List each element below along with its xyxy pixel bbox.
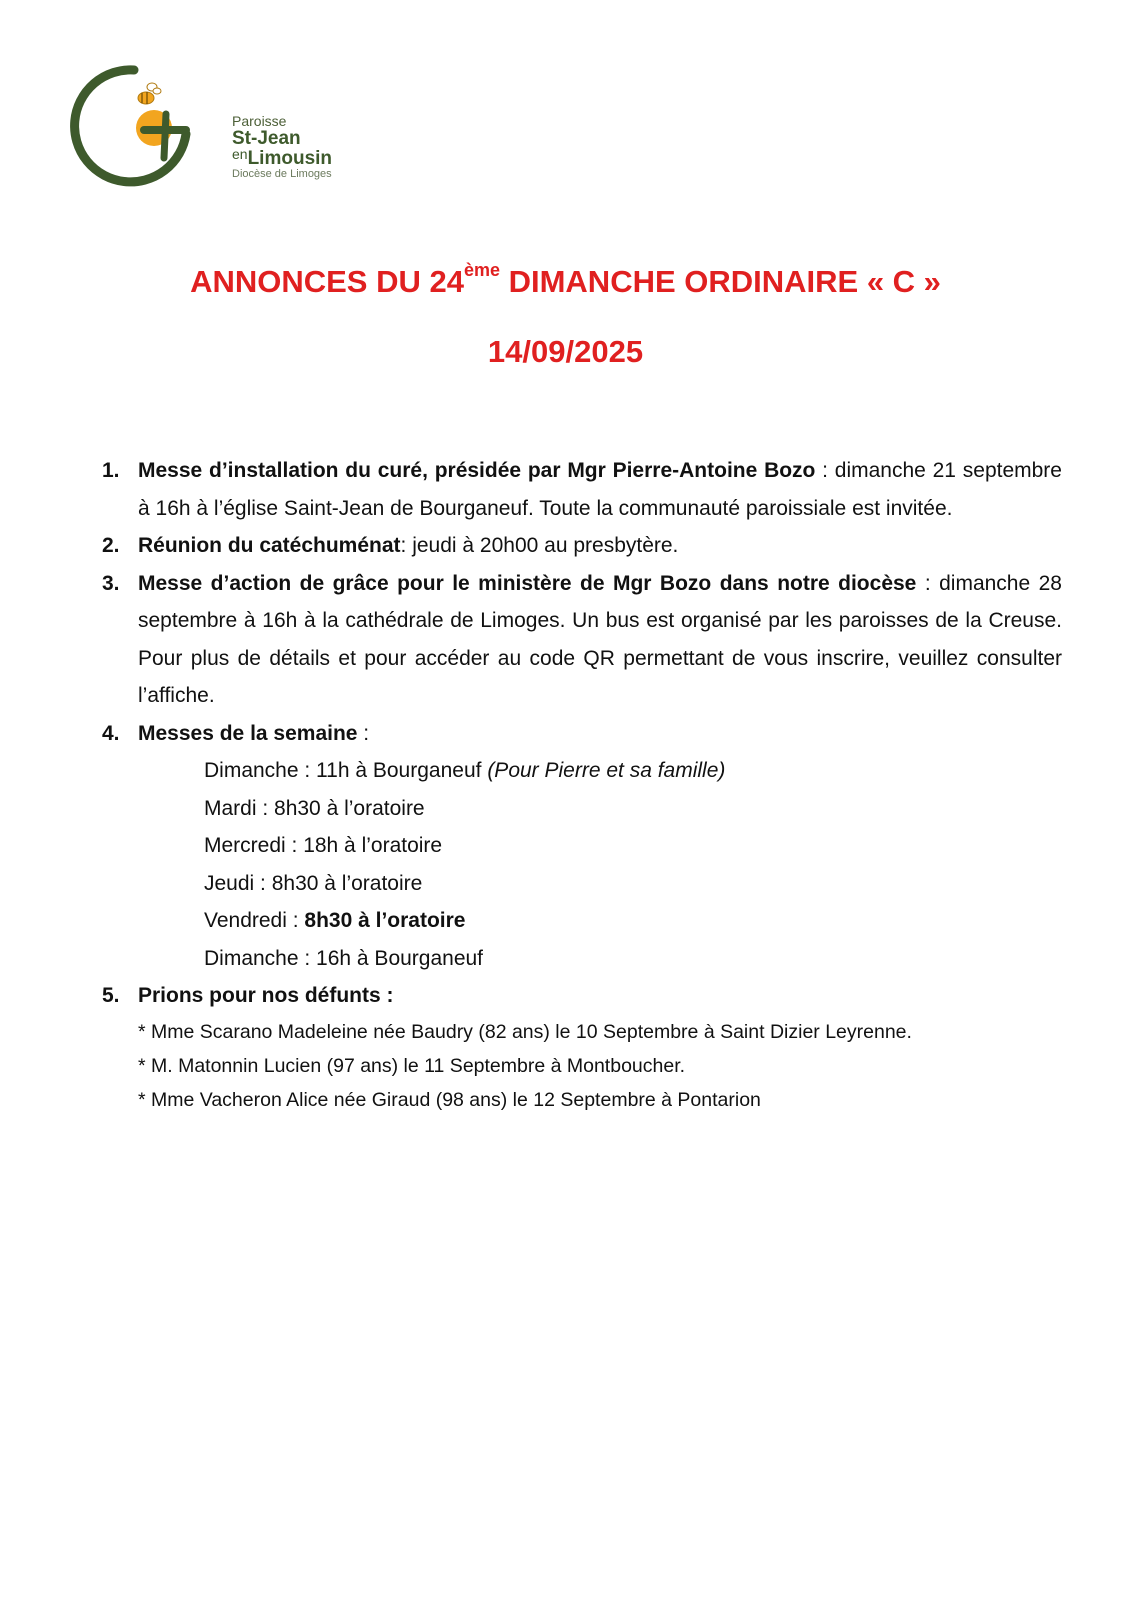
item-heading: Réunion du catéchuménat <box>138 534 401 557</box>
item-number: 3. <box>102 571 120 595</box>
item-text: : jeudi à 20h00 au presbytère. <box>400 534 679 557</box>
page-title <box>0 260 1131 300</box>
mass-row <box>204 940 1062 978</box>
item-text: : <box>357 721 370 745</box>
mass-row <box>204 752 1062 790</box>
mass-day: Vendredi : <box>204 909 305 932</box>
title-part2: DIMANCHE ORDINAIRE « C » <box>499 264 941 299</box>
logo-emblem-icon <box>62 62 222 192</box>
title-superscript: ème <box>463 260 500 280</box>
mass-detail: 8h30 à l’oratoire <box>274 796 425 820</box>
mass-detail: 18h à l’oratoire <box>303 834 443 857</box>
logo-line-paroisse: Paroisse <box>232 113 287 129</box>
logo-line-limousin <box>232 146 333 169</box>
deceased-list <box>138 1015 1062 1117</box>
list-item <box>102 527 1062 565</box>
deceased-entry: * Mme Scarano Madeleine née Baudry (82 ans) le 10 Septembre à Saint Dizier Leyrenne. <box>138 1020 912 1043</box>
item-heading: Messe d’installation du curé, présidée par Mgr Pierre-Antoine Bozo <box>138 459 816 482</box>
logo-text <box>232 114 332 180</box>
deceased-entry: * M. Matonnin Lucien (97 ans) le 11 Septembre à Montboucher. <box>138 1054 686 1077</box>
title-part1: ANNONCES DU 24 <box>190 264 464 299</box>
mass-row <box>204 790 1062 828</box>
logo-line-stjean: St-Jean <box>232 128 301 149</box>
mass-day: Mardi : <box>204 796 275 820</box>
parish-logo <box>62 62 362 192</box>
mass-schedule <box>138 752 1062 977</box>
item-number: 5. <box>102 984 120 1007</box>
mass-day: Dimanche : <box>204 946 317 970</box>
page-date: 14/09/2025 <box>487 334 644 369</box>
deceased-entry: * Mme Vacheron Alice née Giraud (98 ans) le 12 Septembre à Pontarion <box>138 1088 761 1111</box>
list-item <box>102 565 1062 715</box>
item-number: 4. <box>102 721 120 745</box>
item-heading: Messes de la semaine <box>138 721 358 745</box>
logo-line-diocese: Diocèse de Limoges <box>232 168 332 180</box>
mass-row <box>204 827 1062 865</box>
mass-detail: 16h à Bourganeuf <box>316 946 484 970</box>
mass-day: Dimanche : <box>204 759 317 782</box>
mass-detail: 8h30 à l’oratoire <box>271 871 423 895</box>
item-heading: Messe d’action de grâce pour le ministère de Mgr Bozo dans notre diocèse <box>138 571 917 595</box>
logo-prefix-en: en <box>232 146 248 162</box>
mass-row <box>204 865 1062 903</box>
list-item <box>102 452 1062 527</box>
item-heading: Prions pour nos défunts : <box>138 984 394 1007</box>
mass-detail: 11h à Bourganeuf <box>316 759 488 782</box>
announcements-list <box>102 452 1062 1117</box>
logo-word-limousin: Limousin <box>247 148 333 169</box>
item-text: : dimanche 28 septembre à 16h à la cathédrale de Limoges. Un bus est organisé par les paroisses de la Creuse. Pour plus de détails et pour accéder au code QR permettant de vous inscrire, veuillez consulter l’affiche. <box>138 571 1062 707</box>
mass-day: Mercredi : <box>204 834 304 857</box>
mass-day: Jeudi : <box>204 871 272 895</box>
item-number: 1. <box>102 459 120 482</box>
mass-intention: (Pour Pierre et sa famille) <box>487 759 726 782</box>
item-number: 2. <box>102 534 120 557</box>
mass-row <box>204 902 1062 940</box>
mass-detail: 8h30 à l’oratoire <box>304 909 466 932</box>
item-text: : dimanche 21 septembre à 16h à l’église Saint-Jean de Bourganeuf. Toute la communauté paroissiale est invitée. <box>138 459 1062 520</box>
list-item <box>102 977 1062 1117</box>
list-item <box>102 715 1062 978</box>
